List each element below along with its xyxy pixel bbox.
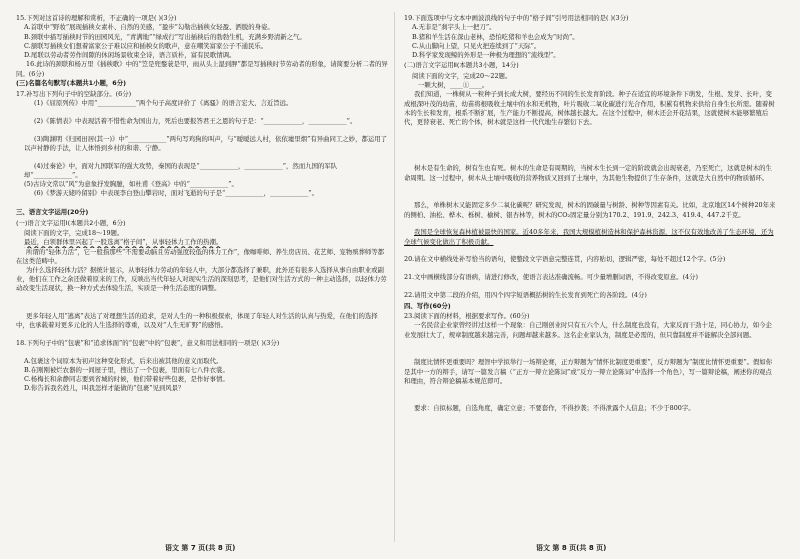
blank-17-4: (4)过秦论》中，面对九国联军的强大攻势，秦国的表现是“____________，____________”，然而九国的军队却“____________”。	[24, 162, 338, 180]
option-18c: C.杨梅长和余静同志要到省城的时候，他们带着好些包裹，是作好事情。	[24, 375, 229, 384]
column-divider	[394, 12, 395, 542]
passage-paragraph-d: 我国是全球恢复森林植被最快的国家。近40多年来，我国大规模植树造林和保护森林资源，这不仅有效地改善了生态环境，还为全球气候变化做出了积极贡献。	[404, 228, 774, 246]
blank-17-1: (1)《屈原列传》中用“____________”两个句子高度评价了《离骚》的语言宏大、言近旨远。	[34, 99, 293, 108]
question-17: 17.补写出下列句子中的空缺部分。(6分)	[16, 89, 132, 98]
passage-title-line: 一颗大树，____①____。	[418, 81, 489, 90]
passage-paragraph-b: 树木是有生命的，树有生也有死。树木的生命是有周期的，当树木生长到一定的阶段就会出现衰老，乃至死亡，这就是树木的生命周期。这一过程中，树木从土壤中吸收的营养物质又回到了土壤中，为其他生物提供了生存条件，这就是大自然中的物质循环。	[404, 164, 772, 182]
question-20: 20.请在文中横线处补写恰当的语句，使整段文字语意完整连贯，内容贴切，逻辑严密，每处不超过12个字。(5分)	[404, 255, 726, 264]
question-16: 16.此诗的颈联和杨万里《插秧歌》中的“笠是兜鍪蓑是甲，雨从头上湿到胛”都是写插秧时节劳动者的形象，请简要分析二者的异同。(6分)	[16, 60, 388, 78]
passage-paragraph-2: 为什么选择轻体力活？据统计显示，从事轻体力劳动的年轻人中，大部分都选择了兼职，此外还有很多人选择从事自由职业或副业，他们在工作之余还做着原来的工作，反映出当代年轻人对现实生活的深刻思考，是他们对生活方式的一种主动选择，以轻体力劳动改变生活现状，换一种方式去体验生活，实质是一种生活态度的调整。	[16, 265, 387, 293]
section-heading-writing: 四、写作(60分)	[404, 301, 451, 310]
question-18: 18.下列句子中的“包裹”和“追求体面”的“包裹”中的“包裹”，意义和用法相同的一项是( )(3分)	[16, 338, 280, 347]
blank-17-2: (2)《陈情表》中表现活着不惜性命为国出力，死后也要报答君王之恩的句子是：“____________，____________”。	[34, 117, 357, 126]
question-21: 21.文中画横线部分有语病，请进行修改，使语言表达准确流畅。可少量增删词语，不得改变原意。(4分)	[404, 273, 699, 282]
option-19d: D.科学家发现鲸的外形是一种极为理想的“流线型”。	[412, 51, 560, 60]
subsection-heading-2: (二)语言文字运用Ⅱ(本题共3小题，14分)	[404, 61, 519, 70]
blank-17-6: (6)《梦游天姥吟留别》中表现李白登山攀岩时，面对飞逝的句子是“____________，____________”。	[34, 189, 318, 198]
page-footer-left: 语文 第 7 页(共 8 页)	[165, 544, 236, 552]
right-column	[404, 14, 776, 422]
option-19a: A.无非是“刹字头上一把刀”。	[412, 23, 496, 32]
blank-17-5: (5)古诗文常以“风”为意象抒发胸臆，如杜甫《登高》中的“____________”。	[24, 180, 238, 189]
option-15b: B.颈联中描写插秧时节的田园风光，“青满地”“绿成行”写出插秧后的勃勃生机，充满乡野清新之气。	[24, 32, 306, 41]
passage-paragraph-3: 更多年轻人用“逃离”表达了对理想生活的追求，是对人生的一种积极探索，体现了年轻人对生活的认真与热爱，在他们的选择中，也承载着对更多元化的人生选择的尊重，以及对“人生无旷野”的感悟。	[16, 311, 378, 329]
option-18d: D.你告诉我名姓儿，叫我怎样才能做的“包裹”见到风景？	[24, 384, 185, 393]
option-18b: B.在刚刚被烂农器的一间屋子里，搜出了一个包裹，里面有七八件衣裳。	[24, 365, 229, 374]
section-heading-3: (三)名篇名句默写(本题共1小题，6分)	[16, 79, 127, 88]
option-19c: C.从山脚向上望，只见火把连续到了“天际”。	[412, 41, 541, 50]
passage-paragraph-c: 那么，单株树木又能固定多少二氧化碳呢？研究发现，树木的固碳量与树龄、树种等因素有关。比如，北京地区14个树种20年来的侧柏、油松、桦木、栎树、榆树、银杏林等，树木的CO₂固定量分别为170.2、191.9、242.3、419.4、447.2千克。	[404, 201, 776, 219]
option-19b: B.猪和羊生活在深山老林，恐怕吃猪和羊也会成为“时尚”。	[412, 32, 579, 41]
option-18a: A.包裹这个词原本为初声这种变化形式，后来出被其他的意义而取代。	[24, 356, 223, 365]
question-19: 19.下面选项中与文本中画波浪线的句子中的“格子间”引号用法相同的是( )(3分)	[404, 14, 629, 22]
reading-instruction-20-22: 阅读下面的文字，完成20～22题。	[412, 71, 512, 80]
page-footer-right: 语文 第 8 页(共 8 页)	[536, 544, 607, 552]
passage-paragraph-1: 所谓的“轻体力活”，它一般指那些“不需要动脑且劳动强度较低的体力工作”，像咖啡师、养生房店员、花艺师、宠物殡葬师等都在这类范畴中。	[16, 247, 385, 265]
writing-requirements: 要求：自拟标题，自选角度，确定立意；不要套作，不得抄袭；不得泄露个人信息；不少于800字。	[414, 404, 695, 413]
option-15a: A.首联中“野妆”展现插秧女素朴、自然的美感，“盈步”勾勒出插秧女轻盈、洒脱的身姿。	[24, 23, 274, 32]
passage-wavy-line: 最近，白领群体里兴起了一股选离“格子间”，从事轻体力工作的热潮。	[24, 238, 223, 247]
blank-17-3: (3)陶渊明《归园田居(其一)》中“____________”两句写鸡狗的叫声，与“暧暧远人村，依依墟里烟”有异曲同工之妙，都运用了以声衬静的手法，让人体悟到乡村的和谐、宁静。	[24, 135, 388, 153]
question-15: 15.下列对这首诗的理解和赏析，不正确的一项是( )(3分)	[16, 14, 177, 22]
option-15d: D.尾联以劳动者劳作间隙的休闲场景收束全诗，语言质朴，富有民歌情调。	[24, 51, 236, 60]
section-heading-language: 三、语言文字运用(20分)	[16, 208, 89, 217]
writing-material-1: 一名民营企业家曾经讲过这样一个现象：自己刚创业时只有五六个人，什么制度也没有，大家反而干劲十足，同心协力，如今企业发展壮大了，规章制度越来越完善，问题却越来越多。这名企业家认为，制度是必需的，但只靠制度并不能解决全部问题。	[404, 321, 772, 339]
question-22: 22.请用文中第二段的介绍，用四个四字短语概括树的生长发育到死亡的各阶段。(4分)	[404, 291, 647, 300]
writing-material-2: 制度比情怀更重要吗？理智中学拟举行一场辩论赛，正方辩题为“情怀比制度更重要”，反方辩题为“制度比情怀更重要”。假如你是其中一方的辩手，请写一篇发言稿（“正方一辩立论陈词”或“反方一辩立论陈词”中选择一个角色），写一篇辩论稿，阐述你的观点和理由，符合辩论稿基本规范即可。	[404, 358, 773, 385]
passage-paragraph-a: 我们知道，一株树从一粒种子到长成大树，要经历不同的生长发育阶段。种子在适宜的环境条件下萌发，生根、发芽、长叶，变成根深叶茂的幼苗，幼苗将根吸收土壤中的水和无机物，叶片吸收二氧化碳进行光合作用，积累有机物来供给自身生长所需。随着树木的生长和发育，根系不断扩展，生产能力不断提高，树体越长越大。在这个过程中，树木还会开花结果，这就使树木能够繁殖后代，更替衰老、死亡的个体，树木就是这样一代代地生存繁衍下去。	[404, 90, 775, 127]
option-15c: C.颔联写插秧女们想着富家公子难以应和插秧女的歌声，意在嘲笑富家公子不通民乐。	[24, 41, 268, 50]
reading-instruction-18-19: 阅读下面的文字，完成18～19题。	[24, 228, 124, 237]
question-23: 23.阅读下面的材料，根据要求写作。(60分)	[404, 311, 530, 320]
left-column	[16, 14, 388, 394]
subsection-heading-1: (一)语言文字运用Ⅰ(本题共2小题，6分)	[16, 218, 126, 227]
